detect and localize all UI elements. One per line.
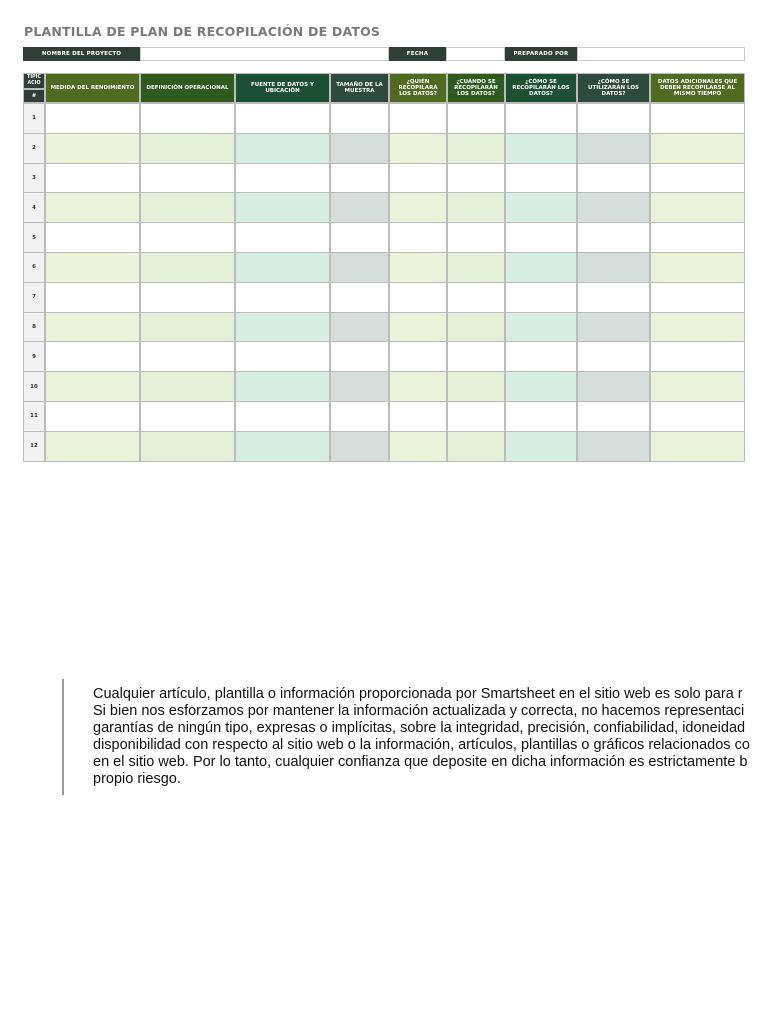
table-cell[interactable] bbox=[389, 401, 447, 432]
disclaimer-line: en el sitio web. Por lo tanto, cualquier confianza que deposite en dicha información es estrictamente b bbox=[93, 754, 748, 770]
table-cell[interactable] bbox=[235, 192, 330, 223]
column-header: DEFINICIÓN OPERACIONAL bbox=[140, 73, 235, 103]
row-number: 8 bbox=[23, 312, 45, 343]
page-title: PLANTILLA DE PLAN DE RECOPILACIÓN DE DATOS bbox=[24, 24, 381, 39]
table-cell[interactable] bbox=[235, 312, 330, 343]
corner-header-top: TIPIC ACIO bbox=[23, 73, 45, 89]
table-cell[interactable] bbox=[140, 401, 235, 432]
table-cell[interactable] bbox=[577, 401, 650, 432]
table-cell[interactable] bbox=[447, 192, 505, 223]
table-cell[interactable] bbox=[505, 222, 577, 253]
table-cell[interactable] bbox=[505, 133, 577, 164]
table-cell[interactable] bbox=[330, 431, 389, 462]
table-cell[interactable] bbox=[650, 252, 745, 283]
table-cell[interactable] bbox=[45, 222, 140, 253]
table-cell[interactable] bbox=[650, 163, 745, 194]
prepared-by-label: PREPARADO POR bbox=[505, 47, 577, 61]
table-cell[interactable] bbox=[447, 371, 505, 402]
table-cell[interactable] bbox=[389, 431, 447, 462]
table-cell[interactable] bbox=[577, 371, 650, 402]
row-number: 2 bbox=[23, 133, 45, 164]
column-header: DATOS ADICIONALES QUE DEBEN RECOPILARSE AL MISMO TIEMPO bbox=[650, 73, 745, 103]
table-cell[interactable] bbox=[650, 401, 745, 432]
table-cell[interactable] bbox=[577, 252, 650, 283]
table-cell[interactable] bbox=[330, 192, 389, 223]
table-cell[interactable] bbox=[140, 312, 235, 343]
table-cell[interactable] bbox=[650, 431, 745, 462]
table-cell[interactable] bbox=[140, 133, 235, 164]
table-cell[interactable] bbox=[389, 163, 447, 194]
table-cell[interactable] bbox=[140, 371, 235, 402]
row-number: 9 bbox=[23, 341, 45, 372]
table-cell[interactable] bbox=[650, 312, 745, 343]
table-cell[interactable] bbox=[140, 252, 235, 283]
table-cell[interactable] bbox=[235, 401, 330, 432]
table-cell[interactable] bbox=[650, 282, 745, 313]
table-cell[interactable] bbox=[140, 431, 235, 462]
table-cell[interactable] bbox=[330, 401, 389, 432]
table-cell[interactable] bbox=[389, 252, 447, 283]
table-cell[interactable] bbox=[45, 431, 140, 462]
table-cell[interactable] bbox=[447, 163, 505, 194]
table-cell[interactable] bbox=[235, 282, 330, 313]
table-cell[interactable] bbox=[447, 312, 505, 343]
table-cell[interactable] bbox=[389, 341, 447, 372]
prepared-by-field[interactable] bbox=[577, 47, 745, 61]
table-cell[interactable] bbox=[45, 401, 140, 432]
table-cell[interactable] bbox=[235, 133, 330, 164]
table-cell[interactable] bbox=[505, 431, 577, 462]
table-cell[interactable] bbox=[650, 133, 745, 164]
row-number: 5 bbox=[23, 222, 45, 253]
column-header: MEDIDA DEL RENDIMIENTO bbox=[45, 73, 140, 103]
row-number: 1 bbox=[23, 103, 45, 134]
disclaimer-text bbox=[93, 686, 768, 788]
table-cell[interactable] bbox=[330, 252, 389, 283]
date-field[interactable] bbox=[446, 47, 505, 61]
disclaimer-line: disponibilidad con respecto al sitio web o la información, artículos, plantillas o gráficos relacionados co bbox=[93, 737, 750, 753]
disclaimer-line: Si bien nos esforzamos por mantener la información actualizada y correcta, no hacemos representaci bbox=[93, 703, 745, 719]
table-cell[interactable] bbox=[330, 282, 389, 313]
table-cell[interactable] bbox=[330, 163, 389, 194]
table-cell[interactable] bbox=[45, 133, 140, 164]
table-cell[interactable] bbox=[650, 222, 745, 253]
disclaimer-line: garantías de ningún tipo, expresas o implícitas, sobre la integridad, precisión, confiabilidad, idoneidad bbox=[93, 720, 746, 736]
table-cell[interactable] bbox=[45, 103, 140, 134]
table-cell[interactable] bbox=[447, 401, 505, 432]
table-cell[interactable] bbox=[389, 192, 447, 223]
table-cell[interactable] bbox=[140, 192, 235, 223]
table-cell[interactable] bbox=[505, 192, 577, 223]
table-cell[interactable] bbox=[330, 222, 389, 253]
table-cell[interactable] bbox=[389, 222, 447, 253]
column-header: ¿CÓMO SE UTILIZARÁN LOS DATOS? bbox=[577, 73, 650, 103]
row-number: 6 bbox=[23, 252, 45, 283]
table-cell[interactable] bbox=[577, 282, 650, 313]
table-cell[interactable] bbox=[577, 431, 650, 462]
table-cell[interactable] bbox=[577, 133, 650, 164]
table-cell[interactable] bbox=[235, 163, 330, 194]
column-header: TAMAÑO DE LA MUESTRA bbox=[330, 73, 389, 103]
table-cell[interactable] bbox=[330, 341, 389, 372]
table-cell[interactable] bbox=[447, 341, 505, 372]
date-label: FECHA bbox=[389, 47, 446, 61]
table-cell[interactable] bbox=[235, 103, 330, 134]
project-name-field[interactable] bbox=[140, 47, 389, 61]
table-cell[interactable] bbox=[235, 222, 330, 253]
table-cell[interactable] bbox=[577, 341, 650, 372]
table-cell[interactable] bbox=[140, 341, 235, 372]
table-cell[interactable] bbox=[45, 163, 140, 194]
row-number: 12 bbox=[23, 431, 45, 462]
table-cell[interactable] bbox=[330, 312, 389, 343]
table-cell[interactable] bbox=[389, 282, 447, 313]
table-cell[interactable] bbox=[505, 371, 577, 402]
disclaimer-line: propio riesgo. bbox=[93, 771, 181, 787]
table-cell[interactable] bbox=[447, 222, 505, 253]
table-cell[interactable] bbox=[505, 401, 577, 432]
row-number: 10 bbox=[23, 371, 45, 402]
table-cell[interactable] bbox=[45, 282, 140, 313]
table-cell[interactable] bbox=[505, 282, 577, 313]
column-header: FUENTE DE DATOS Y UBICACIÓN bbox=[235, 73, 330, 103]
table-cell[interactable] bbox=[235, 431, 330, 462]
table-cell[interactable] bbox=[45, 312, 140, 343]
table-cell[interactable] bbox=[140, 163, 235, 194]
row-number: 4 bbox=[23, 192, 45, 223]
disclaimer bbox=[62, 679, 768, 795]
table-cell[interactable] bbox=[45, 371, 140, 402]
table-cell[interactable] bbox=[447, 282, 505, 313]
column-header: ¿CÓMO SE RECOPILARÁN LOS DATOS? bbox=[505, 73, 577, 103]
table-cell[interactable] bbox=[577, 192, 650, 223]
table-cell[interactable] bbox=[505, 103, 577, 134]
table-cell[interactable] bbox=[650, 192, 745, 223]
row-number: 11 bbox=[23, 401, 45, 432]
table-cell[interactable] bbox=[45, 192, 140, 223]
disclaimer-line: Cualquier artículo, plantilla o información proporcionada por Smartsheet en el sitio web es solo para r bbox=[93, 686, 743, 702]
table-cell[interactable] bbox=[447, 103, 505, 134]
table-cell[interactable] bbox=[577, 103, 650, 134]
row-number-header: # bbox=[23, 89, 45, 103]
project-name-label: NOMBRE DEL PROYECTO bbox=[23, 47, 140, 61]
table-cell[interactable] bbox=[505, 252, 577, 283]
table-cell[interactable] bbox=[389, 312, 447, 343]
table-cell[interactable] bbox=[330, 103, 389, 134]
table-cell[interactable] bbox=[235, 371, 330, 402]
table-cell[interactable] bbox=[235, 252, 330, 283]
row-number: 3 bbox=[23, 163, 45, 194]
table-cell[interactable] bbox=[330, 371, 389, 402]
table-cell[interactable] bbox=[140, 103, 235, 134]
table-cell[interactable] bbox=[505, 312, 577, 343]
table-cell[interactable] bbox=[235, 341, 330, 372]
table-cell[interactable] bbox=[505, 341, 577, 372]
table-cell[interactable] bbox=[577, 222, 650, 253]
table-cell[interactable] bbox=[577, 312, 650, 343]
table-cell[interactable] bbox=[389, 371, 447, 402]
table-cell[interactable] bbox=[505, 163, 577, 194]
table-cell[interactable] bbox=[389, 103, 447, 134]
row-number: 7 bbox=[23, 282, 45, 313]
table-cell[interactable] bbox=[140, 222, 235, 253]
table-cell[interactable] bbox=[45, 252, 140, 283]
table-cell[interactable] bbox=[650, 341, 745, 372]
table-cell[interactable] bbox=[650, 103, 745, 134]
table-cell[interactable] bbox=[447, 431, 505, 462]
table-cell[interactable] bbox=[389, 133, 447, 164]
table-cell[interactable] bbox=[330, 133, 389, 164]
table-cell[interactable] bbox=[650, 371, 745, 402]
table-cell[interactable] bbox=[45, 341, 140, 372]
table-cell[interactable] bbox=[447, 133, 505, 164]
table-cell[interactable] bbox=[577, 163, 650, 194]
column-header: ¿CUÁNDO SE RECOPILARÁN LOS DATOS? bbox=[447, 73, 505, 103]
table-cell[interactable] bbox=[140, 282, 235, 313]
table-cell[interactable] bbox=[447, 252, 505, 283]
column-header: ¿QUIÉN RECOPILARÁ LOS DATOS? bbox=[389, 73, 447, 103]
